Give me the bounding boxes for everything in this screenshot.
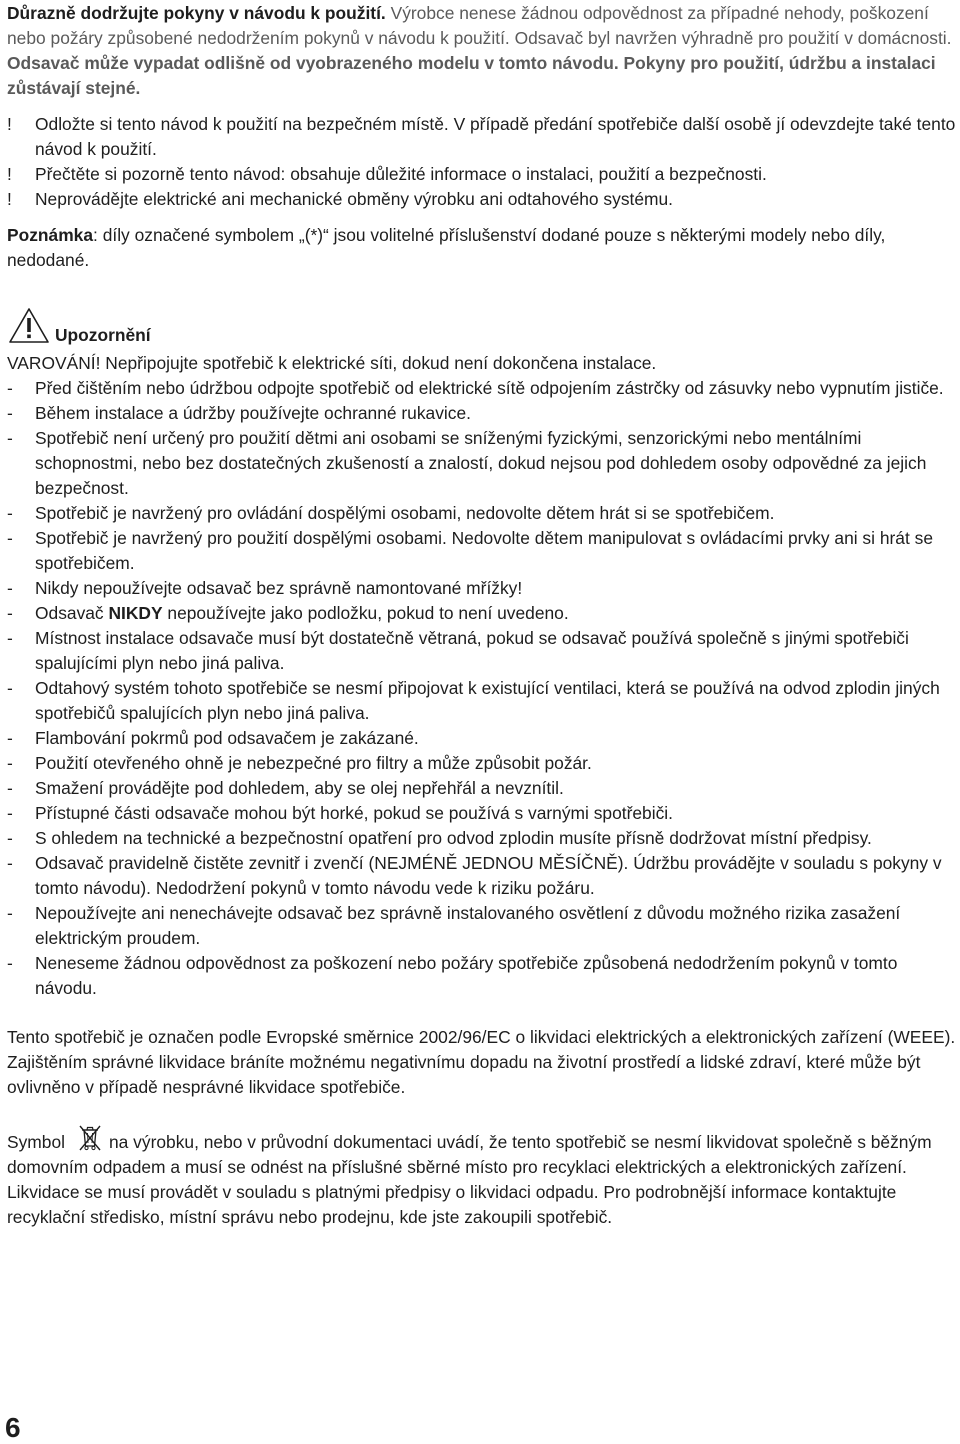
list-item-pre: Odsavač: [35, 603, 109, 623]
dash-mark: -: [7, 578, 13, 598]
list-item: [7, 526, 957, 576]
list-item: [7, 801, 957, 826]
dash-mark: -: [7, 403, 13, 423]
varovani-text: Nepřipojujte spotřebič k elektrické síti, dokud není dokončena instalace.: [100, 353, 657, 373]
list-item-text: Flambování pokrmů pod odsavačem je zakázané.: [35, 728, 419, 748]
note-text: : díly označené symbolem „(*)“ jsou volitelné příslušenství dodané pouze s některými modely nebo díly, nedodané.: [7, 225, 886, 270]
list-item-text: Místnost instalace odsavače musí být dostatečně větraná, pokud se odsavač používá společně s jinými spotřebiči spalujícími plyn nebo jiná paliva.: [35, 628, 909, 673]
symbol-post: na výrobku, nebo v průvodní dokumentaci uvádí, že tento spotřebič se nesmí likvidovat společně s běžným domovním odpadem a musí se odnést na příslušné sběrné místo pro recyklaci elektrických a elektronických zařízení. Likvidace se musí provádět v souladu s platnými předpisy o likvidaci odpadu. Pro podrobnější informace kontaktujte recyklační středisko, místní správu nebo prodejnu, kde jste zakoupili spotřebič.: [7, 1132, 932, 1227]
list-item-text: Spotřebič je navržený pro použití dospělými osobami. Nedovolte dětem manipulovat s ovládacími prvky ani si hrát se spotřebičem.: [35, 528, 933, 573]
dash-mark: -: [7, 828, 13, 848]
dash-mark: -: [7, 953, 13, 973]
list-item-post: nepoužívejte jako podložku, pokud to není uvedeno.: [162, 603, 569, 623]
list-item-text: Odsavač pravidelně čistěte zevnitř i zvenčí (NEJMÉNĚ JEDNOU MĚSÍČNĚ). Údržbu provádějte v souladu s pokyny v tomto návodu). Nedodržení pokynů v tomto návodu vede k riziku požáru.: [35, 853, 942, 898]
intro-paragraph: [7, 0, 957, 51]
list-item: [7, 676, 957, 726]
exclamation-list: [7, 112, 957, 212]
warning-triangle-icon: [7, 306, 51, 346]
dash-mark: -: [7, 628, 13, 648]
dash-mark: -: [7, 853, 13, 873]
crossed-bin-icon: [77, 1124, 103, 1152]
list-item-text: Použití otevřeného ohně je nebezpečné pro filtry a může způsobit požár.: [35, 753, 592, 773]
list-item: [7, 162, 957, 187]
model-paragraph: [7, 51, 957, 101]
list-item: [7, 901, 957, 951]
list-item: [7, 726, 957, 751]
intro-lead-rest: Výrobce nenese žádnou odpovědnost za případné nehody, poškození nebo požáry způsobené nedodržením pokynů v návodu k použití. Odsavač byl navržen výhradně pro použití v domácnosti.: [7, 3, 952, 48]
list-item-text: Před čištěním nebo údržbou odpojte spotřebič od elektrické sítě odpojením zástrčky od zásuvky nebo vypnutím jističe.: [35, 378, 944, 398]
list-item-text: Spotřebič je navržený pro ovládání dospělými osobami, nedovolte dětem hrát si se spotřebičem.: [35, 503, 775, 523]
varovani-label: VAROVÁNÍ!: [7, 353, 101, 373]
dash-mark: -: [7, 528, 13, 548]
dash-mark: -: [7, 603, 13, 623]
symbol-paragraph: [7, 1124, 957, 1230]
exclamation-mark: !: [7, 114, 12, 134]
varovani-paragraph: [7, 351, 957, 376]
model-bold: Odsavač může vypadat odlišně od vyobrazeného modelu v tomto návodu.: [7, 53, 619, 73]
dash-mark: -: [7, 803, 13, 823]
list-item: [7, 401, 957, 426]
intro-lead-bold: Důrazně dodržujte pokyny v návodu k použití.: [7, 3, 386, 23]
list-item-text: Spotřebič není určený pro použití dětmi ani osobami se sníženými fyzickými, senzorickými nebo mentálními schopnostmi, nebo bez dostatečných zkušeností a znalostí, dokud nejsou pod dohledem osoby odpovědné za jejich bezpečnost.: [35, 428, 927, 498]
list-item: [7, 112, 957, 162]
exclamation-mark: !: [7, 189, 12, 209]
note-paragraph: [7, 223, 957, 273]
list-item: [7, 601, 957, 626]
list-item-text: Během instalace a údržby používejte ochranné rukavice.: [35, 403, 471, 423]
list-item-text: Odložte si tento návod k použití na bezpečném místě. V případě předání spotřebiče další osobě jí odevzdejte také tento návod k použití.: [35, 114, 956, 159]
list-item: [7, 751, 957, 776]
list-item-text: Nikdy nepoužívejte odsavač bez správně namontované mřížky!: [35, 578, 523, 598]
warning-list: [7, 376, 957, 1001]
list-item: [7, 376, 957, 401]
dash-mark: -: [7, 728, 13, 748]
dash-mark: -: [7, 378, 13, 398]
list-item-text: [35, 601, 569, 626]
dash-mark: -: [7, 778, 13, 798]
symbol-pre: Symbol: [7, 1132, 65, 1152]
weee-paragraph: Tento spotřebič je označen podle Evropské směrnice 2002/96/EC o likvidaci elektrických a elektronických zařízení (WEEE). Zajištěním správné likvidace bráníte možnému negativnímu dopadu na životní prostředí a lidské zdraví, které může být ovlivněno v případě nesprávné likvidace spotřebiče.: [7, 1027, 956, 1097]
list-item: [7, 187, 957, 212]
list-item: [7, 826, 957, 851]
list-item: [7, 626, 957, 676]
list-item: [7, 951, 957, 1001]
list-item: [7, 426, 957, 501]
warning-heading: [7, 300, 957, 348]
dash-mark: -: [7, 678, 13, 698]
list-item-text: Neprovádějte elektrické ani mechanické obměny výrobku ani odtahového systému.: [35, 189, 674, 209]
dash-mark: -: [7, 503, 13, 523]
list-item: [7, 851, 957, 901]
list-item-text: Přístupné části odsavače mohou být horké, pokud se používá s varnými spotřebiči.: [35, 803, 673, 823]
list-item-text: Nepoužívejte ani nenechávejte odsavač bez správně instalovaného osvětlení z důvodu možného rizika zasažení elektrickým proudem.: [35, 903, 901, 948]
dash-mark: -: [7, 903, 13, 923]
exclamation-mark: !: [7, 164, 12, 184]
list-item-bold: NIKDY: [108, 603, 163, 623]
model-rest: Pokyny pro použití, údržbu a instalaci zůstávají stejné.: [7, 53, 936, 98]
dash-mark: -: [7, 428, 13, 448]
list-item: [7, 576, 957, 601]
manual-page: [7, 0, 957, 1230]
warning-title: Upozornění: [55, 325, 151, 345]
list-item: [7, 501, 957, 526]
page-number: 6: [5, 1412, 21, 1443]
list-item-text: Přečtěte si pozorně tento návod: obsahuje důležité informace o instalaci, použití a bezpečnosti.: [35, 164, 767, 184]
list-item-text: Neneseme žádnou odpovědnost za poškození nebo požáry spotřebiče způsobená nedodržením pokynů v tomto návodu.: [35, 953, 898, 998]
list-item-text: Smažení provádějte pod dohledem, aby se olej nepřehřál a nevznítil.: [35, 778, 564, 798]
note-label: Poznámka: [7, 225, 94, 245]
dash-mark: -: [7, 753, 13, 773]
list-item: [7, 776, 957, 801]
list-item-text: Odtahový systém tohoto spotřebiče se nesmí připojovat k existující ventilaci, která se používá na odvod zplodin jiných spotřebičů spalujících plyn nebo jiná paliva.: [35, 678, 940, 723]
list-item-text: S ohledem na technické a bezpečnostní opatření pro odvod zplodin musíte přísně dodržovat místní předpisy.: [35, 828, 872, 848]
